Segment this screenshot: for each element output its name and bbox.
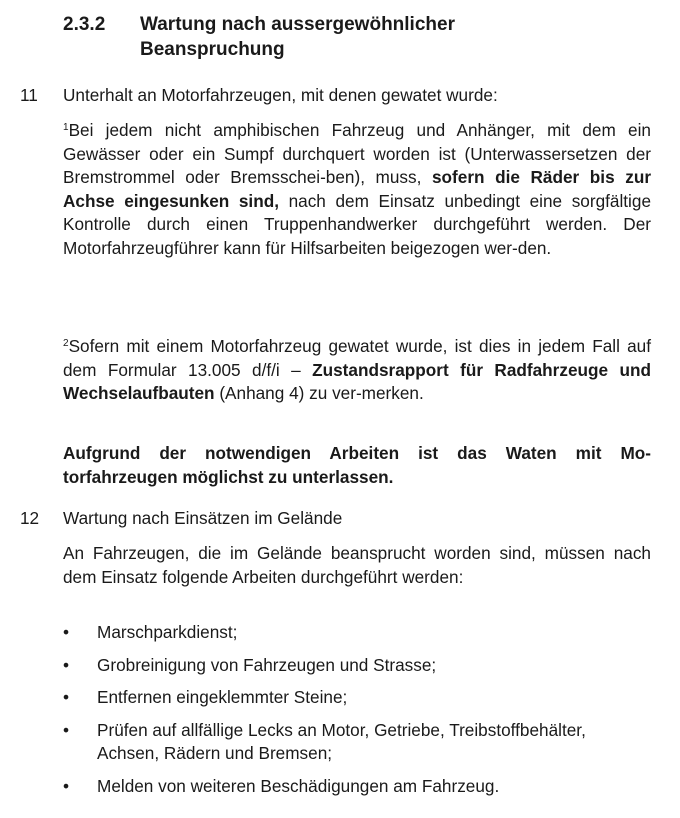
list-item [63,719,651,766]
item-11-paragraph-2 [63,335,651,406]
intro-text: An Fahrzeugen, die im Gelände beansprucht worden sind, müssen nach dem Einsatz folgende Arbeiten durchgeführt werden: [63,543,651,587]
item-11-warning [63,442,651,489]
bullet-icon: • [63,622,70,642]
list-item [63,775,651,799]
section-heading [63,12,663,62]
item-number-11: 11 [20,85,38,105]
list-item [63,686,651,710]
footnote-marker-1: 1 [63,122,69,133]
para1-bold: sofern die Räder bis zur Achse eingesunken sind, [63,167,652,211]
item-number-12: 12 [20,508,40,528]
list-item-text: Entfernen eingeklemmter Steine; [97,687,348,707]
footnote-marker-2: 2 [63,338,69,349]
para2-text-a: Sofern mit einem Motorfahrzeug gewatet wurde, ist dies in jedem Fall auf dem Formular 13.005 d/f/i – [63,336,651,380]
section-number: 2.3.2 [63,14,106,35]
para1-text-b: nach dem Einsatz unbedingt eine sorgfältige Kontrolle durch einen Truppenhandwerker durchgeführt werden. Der Motorfahrzeugführer kann für Hilfsarbeiten beigezogen wer-den. [63,190,651,258]
item-11-title: Unterhalt an Motorfahrzeugen, mit denen gewatet wurde: [63,85,498,105]
bullet-icon: • [63,775,70,796]
bullet-icon: • [63,719,70,740]
para2-bold: Zustandsrapport für Radfahrzeuge und Wechselaufbauten [63,359,651,403]
section-title-line1: Wartung nach aussergewöhnlicher [140,14,455,35]
item-12-title: Wartung nach Einsätzen im Gelände [63,508,343,528]
list-item-text: Melden von weiteren Beschädigungen am Fahrzeug. [97,775,500,796]
list-item-text: Marschparkdienst; [97,622,238,642]
list-item-text: Grobreinigung von Fahrzeugen und Strasse; [97,654,437,675]
list-item [63,621,651,645]
item-11-paragraph-1 [63,119,651,260]
para1-text-a: Bei jedem nicht amphibischen Fahrzeug und Anhänger, mit dem ein Gewässer oder ein Sumpf durchquert worden ist (Unterwassersetzen der Bremstrommel oder Bremsschei-ben), muss, [63,120,651,187]
warning-text: Aufgrund der notwendigen Arbeiten ist das Waten mit Mo-torfahrzeugen möglichst zu unterlassen. [63,443,651,487]
bullet-icon: • [63,654,70,675]
section-title-line2: Beanspruchung [140,39,285,60]
list-item [63,654,651,678]
para2-text-b: (Anhang 4) zu ver-merken. [214,383,424,403]
list-item-text: Prüfen auf allfällige Lecks an Motor, Getriebe, Treibstoffbehälter, Achsen, Rädern und Bremsen; [97,719,586,763]
maintenance-task-list [63,621,651,807]
bullet-icon: • [63,687,70,707]
item-12-intro [63,542,651,589]
